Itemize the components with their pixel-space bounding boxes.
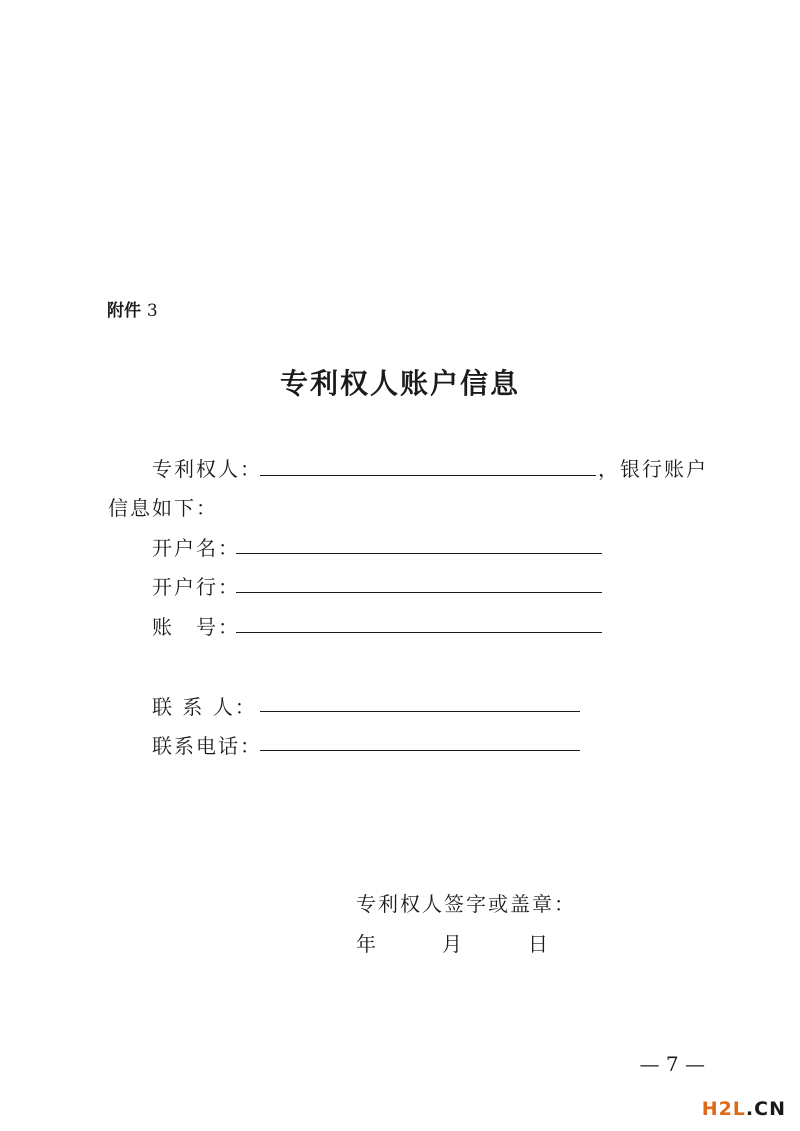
signature-month: 月 <box>442 932 464 956</box>
contact-person-field[interactable] <box>260 711 580 712</box>
bank-field[interactable] <box>236 592 602 593</box>
attachment-number: 3 <box>146 301 158 321</box>
account-name-field[interactable] <box>236 553 602 554</box>
attachment-text: 附件 <box>107 301 141 321</box>
watermark-part2: .CN <box>745 1098 786 1120</box>
signature-year: 年 <box>356 932 378 956</box>
account-name-label: 开户名： <box>152 536 240 560</box>
patentee-suffix: ，银行账户 <box>598 457 708 481</box>
watermark-part1: H2L <box>701 1098 746 1120</box>
patentee-continuation: 信息如下： <box>108 496 218 520</box>
patentee-field[interactable] <box>260 475 596 476</box>
account-number-label: 账 号： <box>152 615 240 639</box>
account-number-field[interactable] <box>236 632 602 633</box>
bank-label: 开户行： <box>152 575 240 599</box>
watermark-logo <box>702 1098 786 1120</box>
signature-label: 专利权人签字或盖章： <box>356 892 576 916</box>
signature-day: 日 <box>528 932 550 956</box>
page-title: 专利权人账户信息 <box>279 367 520 400</box>
attachment-label <box>107 296 158 321</box>
page-number: — 7 — <box>639 1052 705 1076</box>
contact-phone-label: 联系电话： <box>152 734 262 758</box>
patentee-label: 专利权人： <box>152 457 262 481</box>
contact-phone-field[interactable] <box>260 750 580 751</box>
contact-person-label: 联 系 人： <box>152 695 257 719</box>
